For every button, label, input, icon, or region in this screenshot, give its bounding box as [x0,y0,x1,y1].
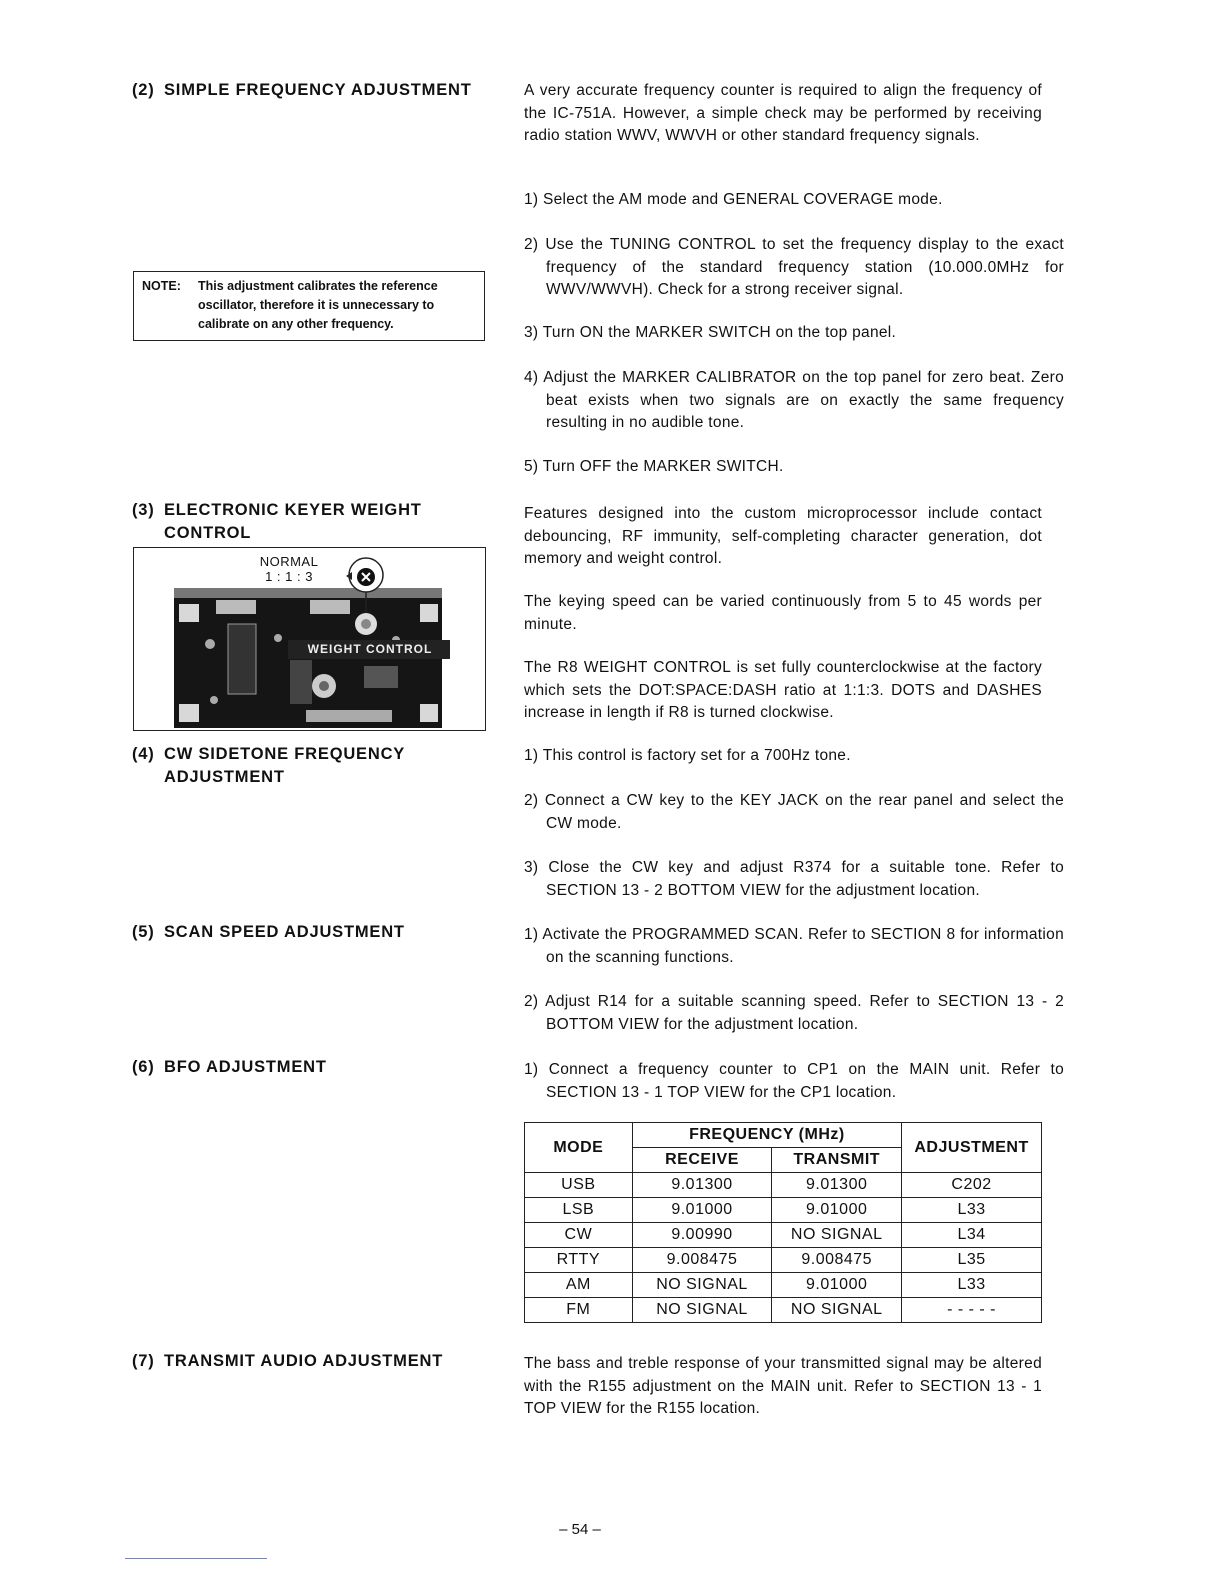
section-title: TRANSMIT AUDIO ADJUSTMENT [164,1352,444,1370]
note-label: NOTE: [142,279,181,293]
s4-step-1: 1) This control is factory set for a 700Hz tone. [524,747,851,764]
section-title: SIMPLE FREQUENCY ADJUSTMENT [164,81,472,99]
table-row [525,1248,1042,1273]
header-frequency: FREQUENCY (MHz) [632,1123,901,1148]
cell-mode: CW [525,1223,633,1248]
page-number: – 54 – [559,1521,601,1538]
s7-para: The bass and treble response of your transmitted signal may be altered with the R155 adjustment on the MAIN unit. Refer to SECTION 13 - 1 TOP VIEW for the R155 location. [524,1355,1042,1417]
cell-adjustment: L34 [902,1223,1042,1248]
cell-adjustment: - - - - - [902,1298,1042,1323]
cell-transmit: NO SIGNAL [772,1223,902,1248]
cell-receive: 9.01300 [632,1173,772,1198]
section-number: (6) [132,1058,155,1076]
s3-para-3: The R8 WEIGHT CONTROL is set fully counterclockwise at the factory which sets the DOT:SPACE:DASH ratio at 1:1:3. DOTS and DASHES increase in length if R8 is turned clockwise. [524,659,1042,721]
weight-control-photo [133,547,486,731]
table-row [525,1298,1042,1323]
table-row [525,1273,1042,1298]
cell-adjustment: L35 [902,1248,1042,1273]
cell-transmit: 9.01300 [772,1173,902,1198]
section-number: (4) [132,745,155,763]
weight-control-overlay: WEIGHT CONTROL [307,642,433,656]
section-7-heading [132,1350,502,1373]
cell-receive: NO SIGNAL [632,1273,772,1298]
section-number: (5) [132,923,155,941]
s3-para-1: Features designed into the custom microprocessor include contact debouncing, RF immunity, self-completing character generation, dot memory and weight control. [524,505,1042,567]
s4-step-3: 3) Close the CW key and adjust R374 for a suitable tone. Refer to SECTION 13 - 2 BOTTOM VIEW for the adjustment location. [524,859,1064,899]
footer-rule [125,1558,267,1559]
cell-adjustment: C202 [902,1173,1042,1198]
s3-para-2: The keying speed can be varied continuously from 5 to 45 words per minute. [524,593,1042,633]
header-transmit: TRANSMIT [772,1148,902,1173]
section-title: BFO ADJUSTMENT [164,1058,327,1076]
section-title-line1: CW SIDETONE FREQUENCY [164,745,406,763]
s2-step-1: 1) Select the AM mode and GENERAL COVERAGE mode. [524,191,943,208]
section-5-heading [132,921,502,944]
cell-mode: FM [525,1298,633,1323]
cell-mode: USB [525,1173,633,1198]
s5-step-1: 1) Activate the PROGRAMMED SCAN. Refer to SECTION 8 for information on the scanning functions. [524,926,1064,966]
cell-receive: 9.01000 [632,1198,772,1223]
section-number: (3) [132,501,155,519]
cell-receive: 9.008475 [632,1248,772,1273]
ratio-label-value: 1 : 1 : 3 [265,569,313,584]
header-adjustment: ADJUSTMENT [902,1123,1042,1173]
note-box [133,271,485,341]
section-title-line2: CONTROL [164,524,252,542]
cell-mode: RTTY [525,1248,633,1273]
ratio-label [254,554,324,584]
cell-transmit: 9.008475 [772,1248,902,1273]
s2-step-2: 2) Use the TUNING CONTROL to set the frequency display to the exact frequency of the standard frequency station (10.000.0MHz for WWV/WWVH). Check for a strong receiver signal. [524,236,1064,298]
cell-transmit: 9.01000 [772,1273,902,1298]
s2-step-3: 3) Turn ON the MARKER SWITCH on the top panel. [524,324,897,341]
section-2-heading [132,79,502,102]
cell-transmit: NO SIGNAL [772,1298,902,1323]
s6-step-1: 1) Connect a frequency counter to CP1 on the MAIN unit. Refer to SECTION 13 - 1 TOP VIEW for the CP1 location. [524,1061,1064,1101]
table-row [525,1173,1042,1198]
section-2-intro: A very accurate frequency counter is required to align the frequency of the IC-751A. However, a simple check may be performed by receiving radio station WWV, WWVH or other standard frequency signals. [524,82,1042,144]
s4-step-2: 2) Connect a CW key to the KEY JACK on the rear panel and select the CW mode. [524,792,1064,832]
s2-step-5: 5) Turn OFF the MARKER SWITCH. [524,458,784,475]
table-header-row [525,1123,1042,1148]
cell-transmit: 9.01000 [772,1198,902,1223]
section-3-heading [132,499,502,545]
ratio-label-normal: NORMAL [259,554,319,569]
section-4-heading [132,743,502,789]
bfo-frequency-table [524,1122,1042,1323]
section-number: (2) [132,81,155,99]
cell-mode: LSB [525,1198,633,1223]
header-mode: MODE [525,1123,633,1173]
table-row [525,1198,1042,1223]
section-number: (7) [132,1352,155,1370]
s2-step-4: 4) Adjust the MARKER CALIBRATOR on the top panel for zero beat. Zero beat exists when two signals are on exactly the same frequency resulting in no audible tone. [524,369,1064,431]
cell-receive: 9.00990 [632,1223,772,1248]
header-receive: RECEIVE [632,1148,772,1173]
cell-receive: NO SIGNAL [632,1298,772,1323]
note-text: This adjustment calibrates the reference oscillator, therefore it is unnecessary to calibrate on any other frequency. [198,279,438,331]
section-6-heading [132,1056,502,1079]
cell-mode: AM [525,1273,633,1298]
section-title-line1: ELECTRONIC KEYER WEIGHT [164,501,422,519]
cell-adjustment: L33 [902,1273,1042,1298]
section-title: SCAN SPEED ADJUSTMENT [164,923,405,941]
table-row [525,1223,1042,1248]
section-title-line2: ADJUSTMENT [164,768,285,786]
cell-adjustment: L33 [902,1198,1042,1223]
s5-step-2: 2) Adjust R14 for a suitable scanning speed. Refer to SECTION 13 - 2 BOTTOM VIEW for the adjustment location. [524,993,1064,1033]
